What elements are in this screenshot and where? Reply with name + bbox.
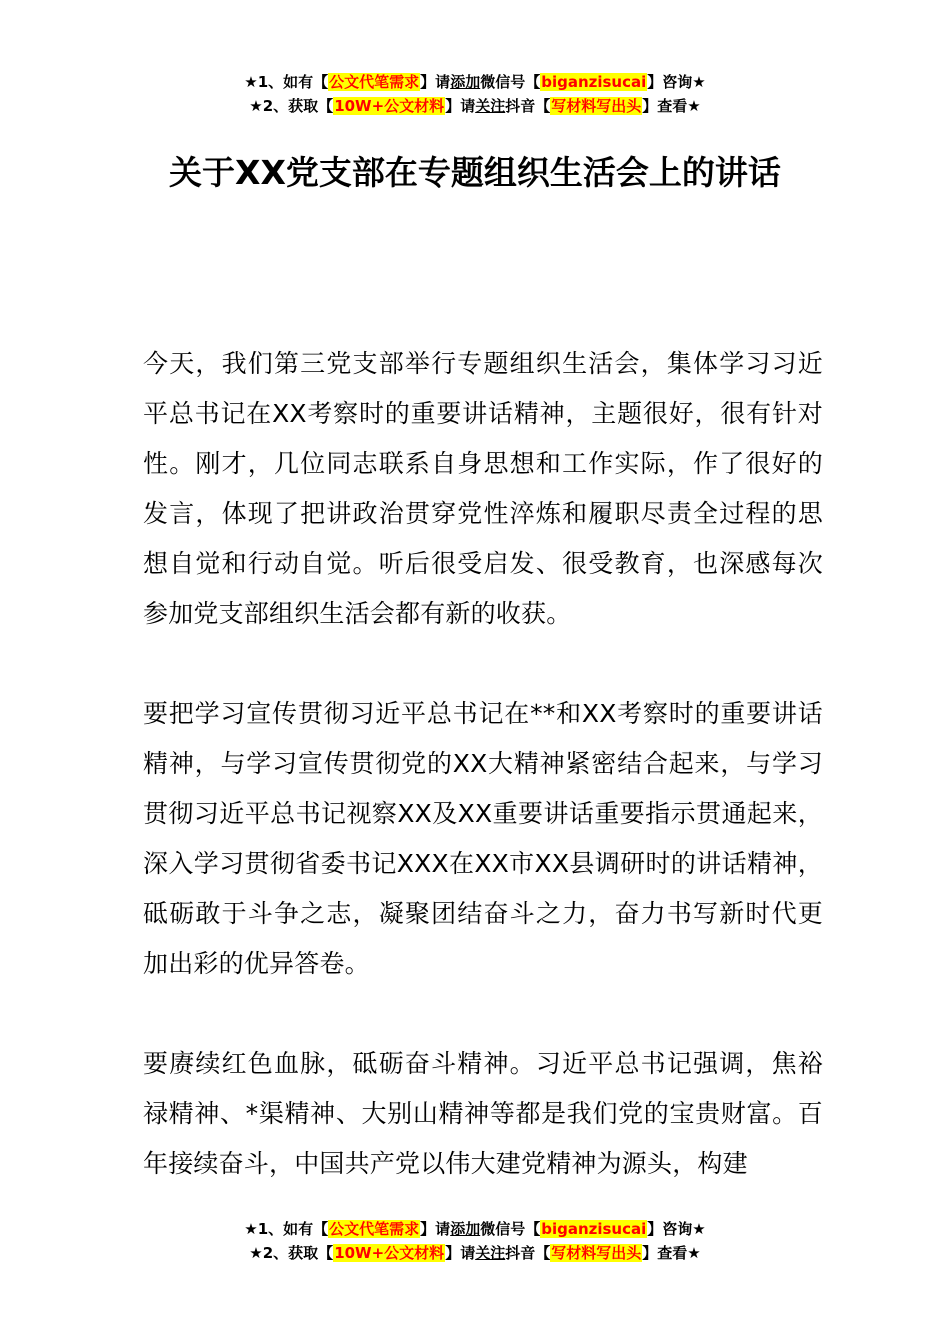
- document-body: [143, 339, 823, 1239]
- highlight-ghostwriting: 公文代笔需求: [329, 73, 420, 91]
- top-banner: [0, 70, 950, 118]
- highlight-wechat-id: biganzisucai: [541, 1220, 647, 1238]
- banner-line-1: ★1、如有【公文代笔需求】请添加微信号【biganzisucai】咨询★: [244, 1220, 706, 1238]
- highlight-douyin: 写材料写出头: [551, 97, 642, 115]
- paragraph-3: 要赓续红色血脉，砥砺奋斗精神。习近平总书记强调，焦裕禄精神、*渠精神、大别山精神等都是我们党的宝贵财富。百年接续奋斗，中国共产党以伟大建党精神为源头，构建: [143, 1049, 823, 1178]
- highlight-materials: 10W+公文材料: [334, 1244, 445, 1262]
- highlight-douyin: 写材料写出头: [551, 1244, 642, 1262]
- paragraph-1: 今天，我们第三党支部举行专题组织生活会，集体学习习近平总书记在XX考察时的重要讲话精神，主题很好，很有针对性。刚才，几位同志联系自身思想和工作实际，作了很好的发言，体现了把讲政治贯穿党性淬炼和履职尽责全过程的思想自觉和行动自觉。听后很受启发、很受教育，也深感每次参加党支部组织生活会都有新的收获。: [143, 349, 823, 628]
- banner-line-1: ★1、如有【公文代笔需求】请添加微信号【biganzisucai】咨询★: [244, 73, 706, 91]
- highlight-wechat-id: biganzisucai: [541, 73, 647, 91]
- highlight-ghostwriting: 公文代笔需求: [329, 1220, 420, 1238]
- document-title: 关于XX党支部在专题组织生活会上的讲话: [169, 153, 781, 192]
- bottom-banner: [0, 1217, 950, 1265]
- paragraph-2: 要把学习宣传贯彻习近平总书记在**和XX考察时的重要讲话精神，与学习宣传贯彻党的XX大精神紧密结合起来，与学习贯彻习近平总书记视察XX及XX重要讲话重要指示贯通起来，深入学习贯彻省委书记XXX在XX市XX县调研时的讲话精神，砥砺敢于斗争之志，凝聚团结奋斗之力，奋力书写新时代更加出彩的优异答卷。: [143, 699, 823, 978]
- banner-line-2: ★2、获取【10W+公文材料】请关注抖音【写材料写出头】查看★: [249, 1244, 701, 1262]
- highlight-materials: 10W+公文材料: [334, 97, 445, 115]
- banner-line-2: ★2、获取【10W+公文材料】请关注抖音【写材料写出头】查看★: [249, 97, 701, 115]
